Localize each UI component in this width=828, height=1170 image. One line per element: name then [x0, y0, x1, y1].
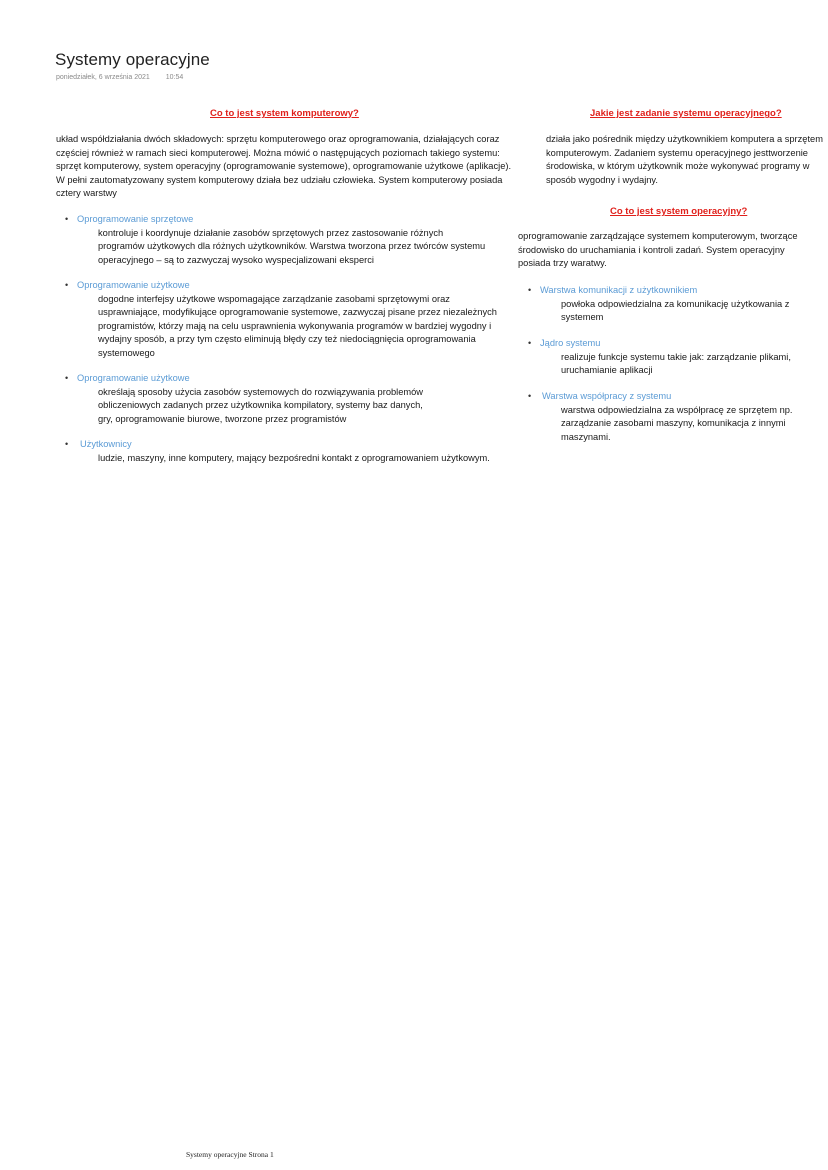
list-item: [65, 438, 500, 465]
list-item: [528, 390, 828, 444]
list-item-title: Warstwa komunikacji z użytkownikiem: [540, 285, 698, 295]
list-item-body: określają sposoby użycia zasobów systemowych do rozwiązywania problemów obliczeniowych zadanych przez użytkownika kompilatory, systemy baz danych, gry, oprogramowanie biurowe, tworzone przez programistów: [98, 386, 424, 424]
page-meta: [56, 74, 183, 81]
list-item-title: Oprogramowanie użytkowe: [77, 373, 190, 383]
page-time: 10:54: [165, 74, 184, 81]
left-intro: układ współdziałania dwóch składowych: sprzętu komputerowego oraz oprogramowania, działających coraz częściej również w ramach sieci komputerowej. Można mówić o następujących poziomach takiego systemu: sprzęt komputerowy, system operacyjny (oprogramowanie systemowe), oprogramowanie użytkowe (aplikacje). W pełni zautomatyzowany system komputerowy działa bez udziału człowieka. System komputerowy posiada cztery warstwy: [56, 134, 512, 199]
list-item: [65, 279, 497, 361]
list-item-body: ludzie, maszyny, inne komputery, mający bezpośredni kontakt z oprogramowaniem użytkowym.: [98, 452, 490, 463]
list-item-title: Oprogramowanie sprzętowe: [77, 214, 194, 224]
bullet-icon: •: [65, 373, 69, 383]
right-para-task: działa jako pośrednik między użytkownikiem komputera a sprzętem komputerowym. Zadaniem systemu operacyjnego jesttworzenie środowiska, w którym użytkownik może wykonywać programy w sposób wygodny i wydajny.: [546, 134, 823, 185]
right-heading-os: Co to jest system operacyjny?: [610, 206, 748, 217]
list-item: [65, 372, 497, 426]
right-para-os: oprogramowanie zarządzające systemem komputerowym, tworzące środowisko do uruchamiania i kontroli zadań. System operacyjny posiada trzy waratwy.: [518, 231, 798, 269]
list-item-body: realizuje funkcje systemu takie jak: zarządzanie plikami, uruchamianie aplikacji: [561, 351, 791, 376]
list-item: [65, 213, 497, 267]
bullet-icon: •: [528, 285, 532, 295]
bullet-icon: •: [65, 439, 69, 449]
list-item-body: powłoka odpowiedzialna za komunikację użytkowania z systemem: [561, 298, 790, 323]
page-title: Systemy operacyjne: [55, 50, 210, 69]
list-item-title: Jądro systemu: [540, 338, 601, 348]
right-heading-task: Jakie jest zadanie systemu operacyjnego?: [590, 108, 782, 119]
page-date: poniedziałek, 6 września 2021: [56, 74, 150, 81]
list-item-title: Warstwa współpracy z systemu: [542, 391, 672, 401]
bullet-icon: •: [65, 280, 69, 290]
list-item-title: Oprogramowanie użytkowe: [77, 280, 190, 290]
list-item-body: warstwa odpowiedzialna za współpracę ze sprzętem np. zarządzanie zasobami maszyny, komunikacja z innymi maszynami.: [561, 404, 793, 442]
list-item-title: Użytkownicy: [80, 439, 132, 449]
bullet-icon: •: [528, 338, 532, 348]
list-item-body: kontroluje i koordynuje działanie zasobów sprzętowych przez zastosowanie różnych programów użytkowych dla różnych użytkowników. Warstwa tworzona przez twórców systemu operacyjnego – są to zazwyczaj wysoko wyspecjalizowani eksperci: [98, 227, 486, 265]
bullet-icon: •: [528, 391, 532, 401]
list-item: [528, 337, 828, 378]
left-heading: Co to jest system komputerowy?: [210, 108, 359, 119]
list-item: [528, 284, 828, 325]
bullet-icon: •: [65, 214, 69, 224]
page-footer: Systemy operacyjne Strona 1: [186, 1150, 274, 1159]
list-item-body: dogodne interfejsy użytkowe wspomagające zarządzanie zasobami sprzętowymi oraz usprawniające, modyfikujące oprogramowanie systemowe, zazwyczaj pisane przez niezależnych programistów, którzy mają na celu usprawnienia wykonywania programów w bardziej wygodny i wydajny sposób, a przy tym często eliminują błędy czy też niedociągnięcia oprogramowania systemowego: [98, 293, 497, 358]
